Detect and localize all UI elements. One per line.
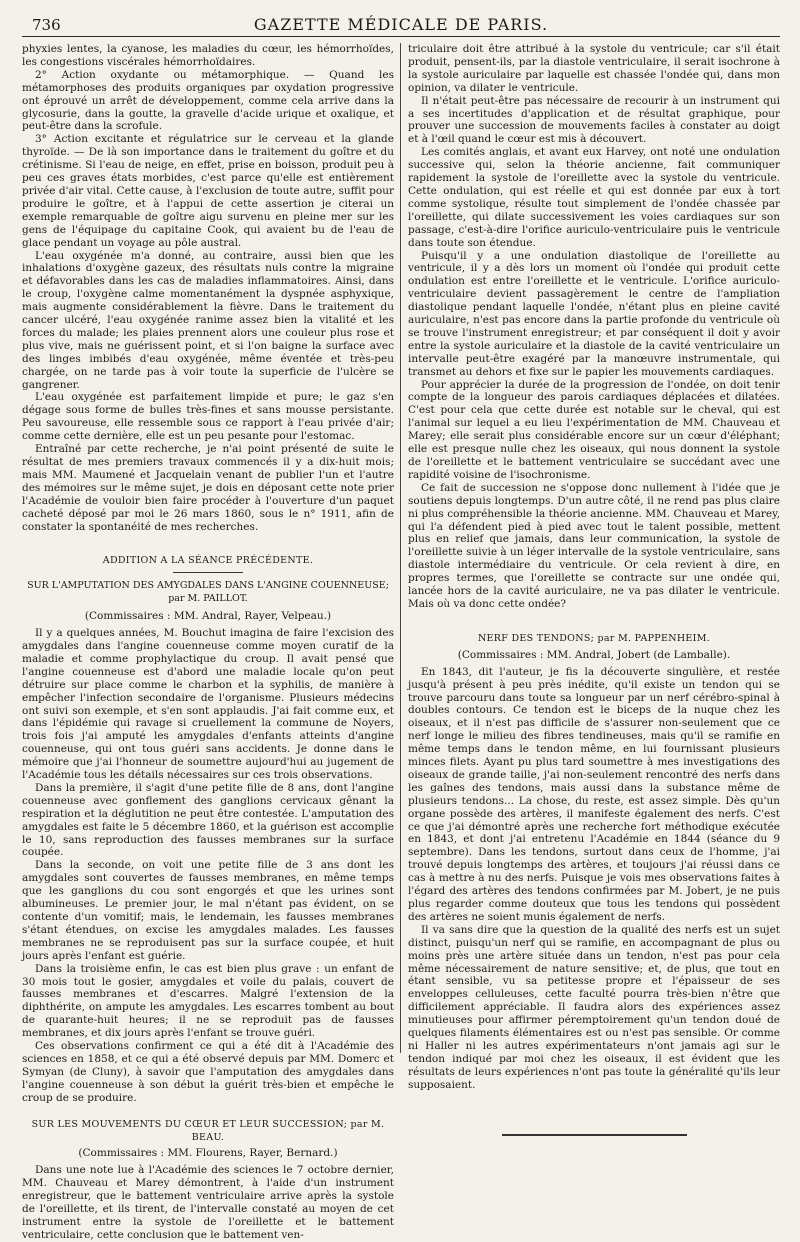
section-heading: ADDITION A LA SÉANCE PRÉCÉDENTE. (102, 555, 314, 567)
article-title: NERF DES TENDONS; par M. PAPPENHEIM. (477, 632, 711, 644)
paragraph: En 1843, dit l'auteur, je fis la découverte singulière, et restée jusqu'à présent à peu près inédite, qu'il existe un tendon qui se trouve parcouru dans toute sa longueur par un nerf cérébro-spinal à doubles contours. Ce tendon est le biceps de la nuque chez les oiseaux, et il n'est pas difficile de s'assurer non-seulement que ce nerf longe le milieu des fibres tendineuses, mais qu'il se ramifie en même temps dans le tendon même, en lui fournissant plusieurs minces filets. Ayant pu plus tard soumettre à mes investigations des oiseaux de grande taille, j'ai non-seulement rencontré des nerfs dans les gaînes des tendons, mais aussi dans la substance même de plusieurs tendons... La chose, du reste, est assez simple. Dès qu'un organe possède des artères, il manifeste également des nerfs. C'est ce que j'ai démontré après une recherche fort méthodique exécutée en 1843, et dont j'ai entretenu l'Académie en 1844 (séance du 9 septembre). Dans les tendons, surtout dans ceux de l'homme, j'ai trouvé depuis longtemps des artères, et toujours j'ai réussi dans ce cas à mettre à nu des nerfs. Puisque je vois mes observations faites à l'égard des artères des tendons confirmées par M. Jobert, je ne puis plus regarder comme douteux que tous les tendons qui possèdent des artères ne soient munis également de nerfs. (408, 665, 780, 923)
divider (173, 572, 243, 573)
section-end-rule (502, 1134, 687, 1136)
commission-line: (Commissaires : MM. Flourens, Rayer, Bernard.) (78, 1147, 338, 1160)
paragraph: Il y a quelques années, M. Bouchut imagina de faire l'excision des amygdales dans l'angine couenneuse comme moyen curatif de la maladie et comme prophylactique du croup. Il avait pensé que l'angine couenneuse est d'abord une maladie locale qu'on peut détruire sur place comme le charbon et la syphilis, de manière à empêcher l'infection secondaire de l'organisme. Plusieurs médecins ont suivi son exemple, et s'en sont applaudis. J'ai fait comme eux, et dans l'épidémie qui ravage si cruellement la commune de Noyers, trois fois j'ai amputé les amygdales d'enfants atteints d'angine couenneuse, qui ont tous guéri sans accidents. Je donne dans le mémoire que j'ai l'honneur de soumettre aujourd'hui au jugement de l'Académie tous les détails nécessaires sur ces trois observations. (22, 627, 394, 782)
paragraph: Dans une note lue à l'Académie des sciences le 7 octobre dernier, MM. Chauveau et Marey démontrent, à l'aide d'un instrument enregistreur, que le battement ventriculaire arrive après la systole de l'oreillette, et ils tirent, de l'intervalle constaté au moyen de cet instrument entre la systole de l'oreillette et le battement ventriculaire, cette conclusion que le battement ven- (22, 1164, 394, 1241)
article-title: SUR LES MOUVEMENTS DU CŒUR ET LEUR SUCCESSION; par M. BEAU. (31, 1118, 385, 1143)
paragraph: Il va sans dire que la question de la qualité des nerfs est un sujet distinct, puisqu'un nerf qui se ramifie, en accompagnant de plus ou moins près une artère située dans un tendon, n'est pas pour cela même nécessairement de nature sensitive; et, de plus, que tout en étant sensible, vu sa petitesse propre et l'épaisseur de ses enveloppes celluleuses, cette faculté pourra très-bien n'être que difficilement appréciable. Il faudra alors des expériences assez minutieuses pour affirmer péremptoirement qu'un tendon doué de quelques filaments élémentaires est ou n'est pas sensible. Or comme ni Haller ni les autres expérimentateurs n'ont jamais agi sur le tendon indiqué par moi chez les oiseaux, il est évident que les résultats de leurs expériences n'ont pas toute la généralité qu'ils leur supposaient. (408, 923, 780, 1091)
journal-title: GAZETTE MÉDICALE DE PARIS. (253, 15, 549, 34)
paragraph: Dans la troisième enfin, le cas est bien plus grave : un enfant de 30 mois tout le gosier, amygdales et voile du palais, couvert de fausses membranes et d'escarres. Malgré l'extension de la diphthérite, on ampute les amygdales. Les escarres tombent au bout de quarante-huit heures; il ne se reproduit pas de fausses membranes, et dix jours après l'enfant se trouve guéri. (22, 962, 394, 1040)
paragraph: 3° Action excitante et régulatrice sur le cerveau et la glande thyroïde. — De là son importance dans le traitement du goître et du crétinisme. Si l'eau de neige, en effet, prise en boisson, produit peu à peu ces graves états morbides, c'est parce qu'elle est entièrement privée d'air vital. Cette cause, à l'exclusion de toute autre, suffit pour produire le goître, et à l'appui de cette assertion je citerai un exemple remarquable de goître aigu survenu en pleine mer sur les gens de l'équipage du capitaine Cook, qui avaient bu de l'eau de glace pendant un voyage au pôle austral. (22, 133, 394, 249)
paragraph: Dans la seconde, on voit une petite fille de 3 ans dont les amygdales sont couvertes de fausses membranes, en même temps que les ganglions du cou sont engorgés et que les urines sont albumineuses. Le premier jour, le mal n'étant pas évident, on se contente d'un vomitif; mais, le lendemain, les fausses membranes s'étant étendues, on excise les amygdales malades. Les fausses membranes ne se reproduisent pas sur la surface coupée, et huit jours après l'enfant est guérie. (22, 859, 394, 962)
column-divider (400, 43, 401, 1053)
paragraph: Dans la première, il s'agit d'une petite fille de 8 ans, dont l'angine couenneuse avec gonflement des ganglions cervicaux gênant la respiration et la déglutition ne peut être contestée. L'amputation des amygdales est faite le 5 décembre 1860, et la guérison est accomplie le 10, sans reproduction des fausses membranes sur la surface coupée. (22, 781, 394, 859)
paragraph: Ces observations confirment ce qui a été dit à l'Académie des sciences en 1858, et ce qui a été observé depuis par MM. Domerc et Symyan (de Cluny), à savoir que l'amputation des amygdales dans l'angine couenneuse à son début la guérit très-bien et empêche le croup de se produire. (22, 1040, 394, 1104)
paragraph: Puisqu'il y a une ondulation diastolique de l'oreillette au ventricule, il y a dès lors un moment où l'ondée qui produit cette ondulation est entre l'oreillette et le ventricule. L'orifice auriculo-ventriculaire devient passagèrement le centre de l'ampliation diastolique pendant laquelle l'ondée, n'étant plus en pleine cavité auriculaire, n'est pas encore dans la partie profonde du ventricule où se trouve l'instrument enregistreur; et par conséquent il doit y avoir entre la systole auriculaire et la diastole de la cavité ventriculaire un intervalle peut-être exagéré par la manœuvre instrumentale, qui transmet au dehors et fixe sur le papier les mouvements cardiaques. (408, 249, 780, 378)
paragraph: Entraîné par cette recherche, je n'ai point présenté de suite le résultat de mes premiers travaux commencés il y a dix-huit mois; mais MM. Maumené et Jacquelain venant de publier l'un et l'autre des mémoires sur le même sujet, je dois en déposant cette note prier l'Académie de vouloir bien faire procéder à l'ouverture d'un paquet cacheté déposé par moi le 26 mars 1860, sous le n° 1911, afin de constater la spontanéité de mes recherches. (22, 443, 394, 533)
page-header (22, 14, 780, 37)
paragraph: 2° Action oxydante ou métamorphique. — Quand les métamorphoses des produits organiques par oxydation progressive ont éprouvé un arrêt de développement, comme cela arrive dans la glycosurie, dans la goutte, la gravelle d'acide urique et oxalique, et peut-être dans la scrofule. (22, 68, 394, 133)
text-columns (22, 43, 781, 1241)
article-title: SUR L'AMPUTATION DES AMYGDALES DANS L'ANGINE COUENNEUSE; par M. PAILLOT. (27, 580, 389, 605)
right-column (408, 43, 781, 1091)
left-column (22, 43, 394, 1241)
paragraph: Les comités anglais, et avant eux Harvey, ont noté une ondulation successive qui, selon la théorie ancienne, fait communiquer rapidement la systole de l'oreillette avec la systole du ventricule. Cette ondulation, qui est réelle et qui est donnée par eux à tort comme systolique, résulte tout simplement de l'ondée chassée par l'oreillette, qui dilate successivement les voies cardiaques sur son passage, c'est-à-dire l'orifice auriculo-ventriculaire puis le ventricule dans toute son étendue. (408, 146, 780, 249)
commission-line: (Commissaires : MM. Andral, Rayer, Velpeau.) (84, 610, 332, 623)
paragraph: Il n'était peut-être pas nécessaire de recourir à un instrument qui a ses incertitudes d'application et de résultat graphique, pour prouver une succession de mouvements faciles à constater au doigt et à l'œil quand le cœur est mis à découvert. (408, 94, 780, 146)
paragraph: phyxies lentes, la cyanose, les maladies du cœur, les hémorrhoïdes, les congestions viscérales hémorrhoïdaires. (22, 43, 394, 68)
commission-line: (Commissaires : MM. Andral, Jobert (de Lamballe). (457, 648, 731, 661)
paragraph: Pour apprécier la durée de la progression de l'ondée, on doit tenir compte de la longueur des parois cardiaques déplacées et dilatées. C'est pour cela que cette durée est notable sur le cheval, qui est l'animal sur lequel a eu lieu l'expérimentation de MM. Chauveau et Marey; elle serait plus considérable encore sur un cœur d'éléphant; elle est presque nulle chez les oiseaux, qui nous donnent la systole de l'oreillette et le battement ventriculaire se succédant avec une rapidité voisine de l'isochronisme. (408, 378, 780, 481)
paragraph: Ce fait de succession ne s'oppose donc nullement à l'idée que je soutiens depuis longtemps. D'un autre côté, il ne rend pas plus claire ni plus compréhensible la théorie ancienne. MM. Chauveau et Marey, qui l'a défendent pied à pied avec tout le talent possible, mettent plus en relief que jamais, dans leur communication, la systole de l'oreillette suivie à un léger intervalle de la systole ventriculaire, sans diastole intermédiaire du ventricule. Or cela revient à dire, en propres termes, que l'oreillette se contracte sur une ondée qui, lancée hors de la cavité auriculaire, ne va pas dilater le ventricule. Mais où va donc cette ondée? (408, 481, 781, 610)
paragraph: triculaire doit être attribué à la systole du ventricule; car s'il était produit, pensent-ils, par la diastole ventriculaire, il serait isochrone à la systole auriculaire par laquelle est chassée l'ondée qui, dans mon opinion, va dilater le ventricule. (408, 43, 780, 94)
page-number: 736 (32, 16, 61, 34)
paragraph: L'eau oxygénée m'a donné, au contraire, aussi bien que les inhalations d'oxygène gazeux, des résultats nuls contre la migraine et défavorables dans les cas de maladies inflammatoires. Ainsi, dans le croup, l'oxygène calme momentanément la dyspnée asphyxique, mais augmente considérablement la fièvre. Dans le traitement du cancer ulcéré, l'eau oxygénée ranime assez bien la vitalité et les forces du malade; les plaies prennent alors une couleur plus rose et plus vive, mais ne guérissent point, et si l'on baigne la surface avec des linges imbibés d'eau oxygénée, même éventée et très-peu chargée, on ne tarde pas à voir toute la superficie de l'ulcère se gangrener. (22, 249, 394, 391)
paragraph: L'eau oxygénée est parfaitement limpide et pure; le gaz s'en dégage sous forme de bulles très-fines et sans mousse persistante. Peu savoureuse, elle ressemble sous ce rapport à l'eau privée d'air; comme cette dernière, elle est un peu pesante pour l'estomac. (22, 391, 394, 443)
